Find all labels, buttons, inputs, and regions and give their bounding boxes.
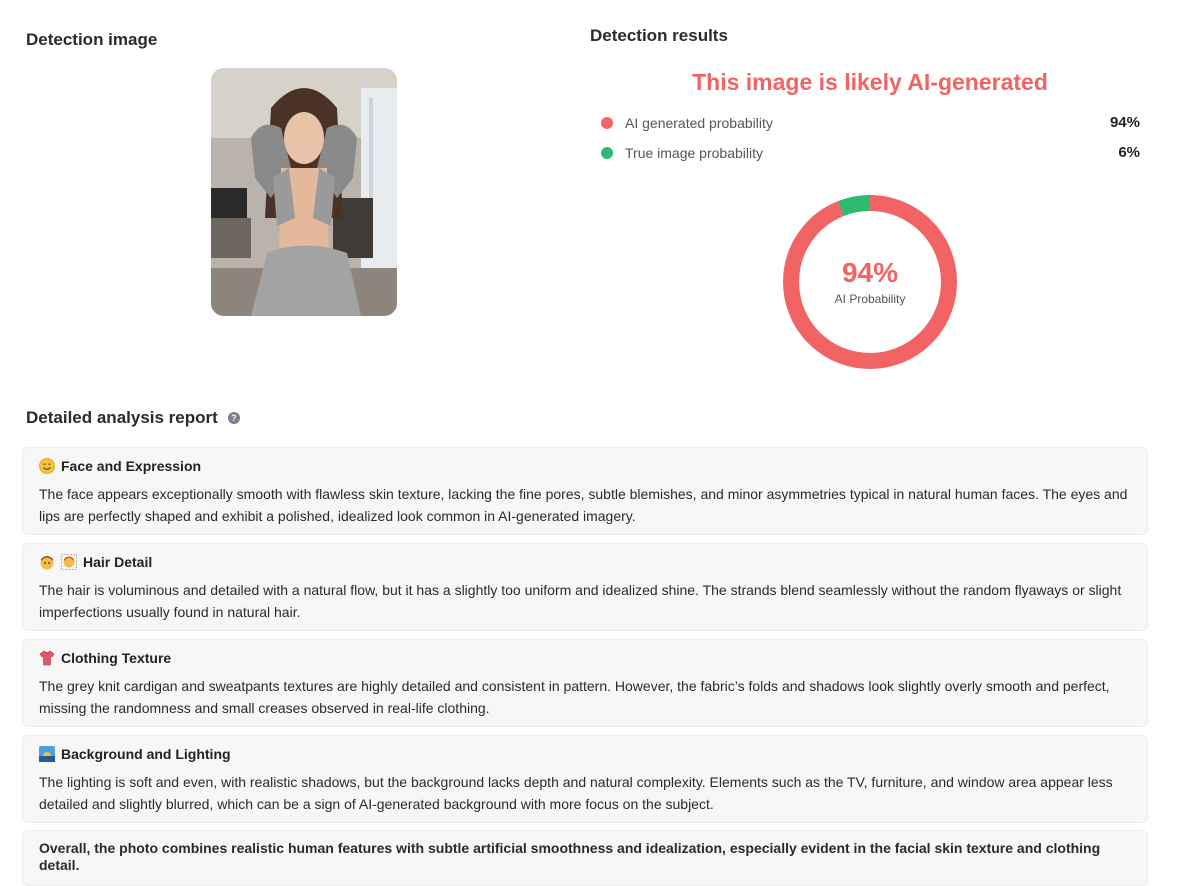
photo-illustration <box>211 68 397 316</box>
person-outline-icon <box>61 554 77 570</box>
detection-image-heading: Detection image <box>26 30 158 49</box>
card-title: Background and Lighting <box>61 746 231 762</box>
ai-probability-label: AI generated probability <box>625 114 773 131</box>
ai-dot-icon <box>601 117 613 129</box>
report-heading-text: Detailed analysis report <box>26 408 218 427</box>
detection-photo <box>211 68 397 316</box>
sunset-icon <box>39 746 55 762</box>
card-body: The lighting is soft and even, with realistic shadows, but the background lacks depth and natural complexity. Elements such as the TV, furniture, and window area appear less detailed and slightly blurred, which can be a sign of AI-generated background with more focus on the subject. <box>39 774 1113 812</box>
true-probability-row <box>601 144 1140 161</box>
analysis-card-face <box>22 447 1148 535</box>
ai-probability-row <box>601 114 1140 131</box>
true-probability-value: 6% <box>1118 144 1140 161</box>
ai-probability-value: 94% <box>1109 114 1140 131</box>
card-title: Face and Expression <box>61 458 202 474</box>
donut-label: AI Probability <box>834 291 906 306</box>
detection-results-heading: Detection results <box>590 26 728 45</box>
donut-value: 94% <box>841 256 899 288</box>
analysis-card-clothing <box>22 639 1148 727</box>
donut-center <box>781 193 959 371</box>
smiling-face-icon <box>39 458 55 474</box>
analysis-card-background <box>22 735 1148 823</box>
verdict-text: This image is likely AI-generated <box>692 69 1048 95</box>
true-dot-icon <box>601 147 613 159</box>
overall-summary: Overall, the photo combines realistic human features with subtle artificial smoothness and idealization, especially evident in the facial skin texture and clothing detail. <box>39 840 1101 873</box>
card-body: The face appears exceptionally smooth with flawless skin texture, lacking the fine pores, subtle blemishes, and minor asymmetries typical in natural human faces. The eyes and lips are perfectly shaped and exhibit a polished, idealized look common in AI-generated imagery. <box>39 486 1128 524</box>
t-shirt-icon <box>39 650 55 666</box>
true-probability-label: True image probability <box>625 144 763 161</box>
help-icon[interactable]: ? <box>228 412 240 424</box>
person-face-icon <box>39 554 55 570</box>
card-title: Clothing Texture <box>61 650 172 666</box>
analysis-card-hair <box>22 543 1148 631</box>
card-body: The grey knit cardigan and sweatpants textures are highly detailed and consistent in pattern. However, the fabric’s folds and shadows look slightly overly smooth and perfect, missing the randomness and small creases observed in real-life clothing. <box>39 678 1110 716</box>
analysis-card-overall <box>22 830 1148 886</box>
card-body: The hair is voluminous and detailed with a natural flow, but it has a slightly too uniform and idealized shine. The strands blend seamlessly without the random flyaways or slight imperfections usually found in natural hair. <box>39 582 1122 620</box>
card-title: Hair Detail <box>83 554 153 570</box>
report-heading <box>26 408 240 428</box>
